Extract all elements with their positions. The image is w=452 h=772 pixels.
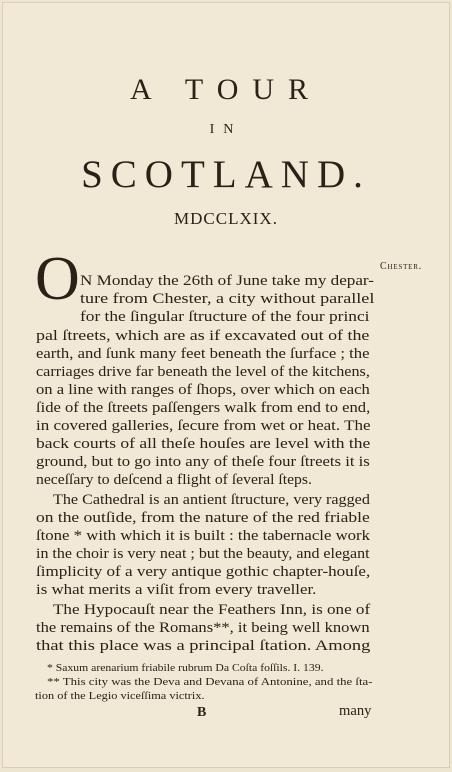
body-line: The Hypocauſt near the Feathers Inn, is one of (53, 602, 371, 618)
drop-cap: O (35, 245, 80, 313)
body-line: earth, and ſunk many feet beneath the ſurface ; the (36, 346, 370, 362)
body-line: the remains of the Romans**, it being well known (36, 620, 370, 636)
body-line: N Monday the 26th of June take my depar- (80, 273, 374, 289)
body-line: ground, but to go into any of theſe four ſtreets it is (36, 454, 370, 470)
body-line: ſimplicity of a very antique gothic chapter-houſe, (36, 564, 371, 580)
body-line: is what merits a viſit from every traveller. (36, 582, 317, 598)
body-line: carriages drive far beneath the level of the kitchens, (36, 364, 370, 380)
signature-mark: B (197, 705, 207, 720)
footnote-line: ** This city was the Deva and Devana of Antonine, and the ſta- (47, 677, 373, 688)
body-line: that this place was a principal ſtation. Among (36, 638, 371, 654)
body-line: in covered galleries, ſecure from wet or heat. The (36, 418, 371, 434)
body-line: ſide of the ſtreets paſſengers walk from end to end, (36, 400, 371, 416)
footnote-line: * Saxum arenarium friabile rubrum Da Coſta foſſils. I. 139. (47, 663, 324, 674)
body-line: on the outſide, from the nature of the red friable (36, 510, 370, 526)
body-line: The Cathedral is an antient ſtructure, very ragged (53, 492, 370, 508)
title-a-tour: A TOUR (129, 73, 323, 106)
body-line: ture from Chester, a city without parallel (80, 291, 375, 307)
margin-note-chester (380, 261, 422, 272)
body-line: neceſſary to deſcend a flight of ſeveral ſteps. (36, 472, 312, 488)
body-line: ſtone * with which it is built : the tabernacle work (36, 528, 370, 544)
title-in: IN (209, 122, 243, 137)
body-line: back courts of all theſe houſes are level with the (36, 436, 371, 452)
body-line: for the ſingular ſtructure of the four princi (80, 309, 370, 325)
footnote-line: tion of the Legio viceſſima victrix. (35, 691, 205, 702)
body-line: in the choir is very neat ; but the beauty, and elegant (36, 546, 370, 562)
book-page (2, 2, 450, 768)
title-scotland: SCOTLAND. (81, 153, 371, 196)
body-line: pal ſtreets, which are as if excavated out of the (36, 328, 370, 344)
title-year: MDCCLXIX. (174, 209, 278, 228)
margin-note-text: Chester. (380, 261, 423, 272)
catchword: many (339, 703, 372, 719)
body-line: on a line with ranges of ſhops, over which on each (36, 382, 370, 398)
